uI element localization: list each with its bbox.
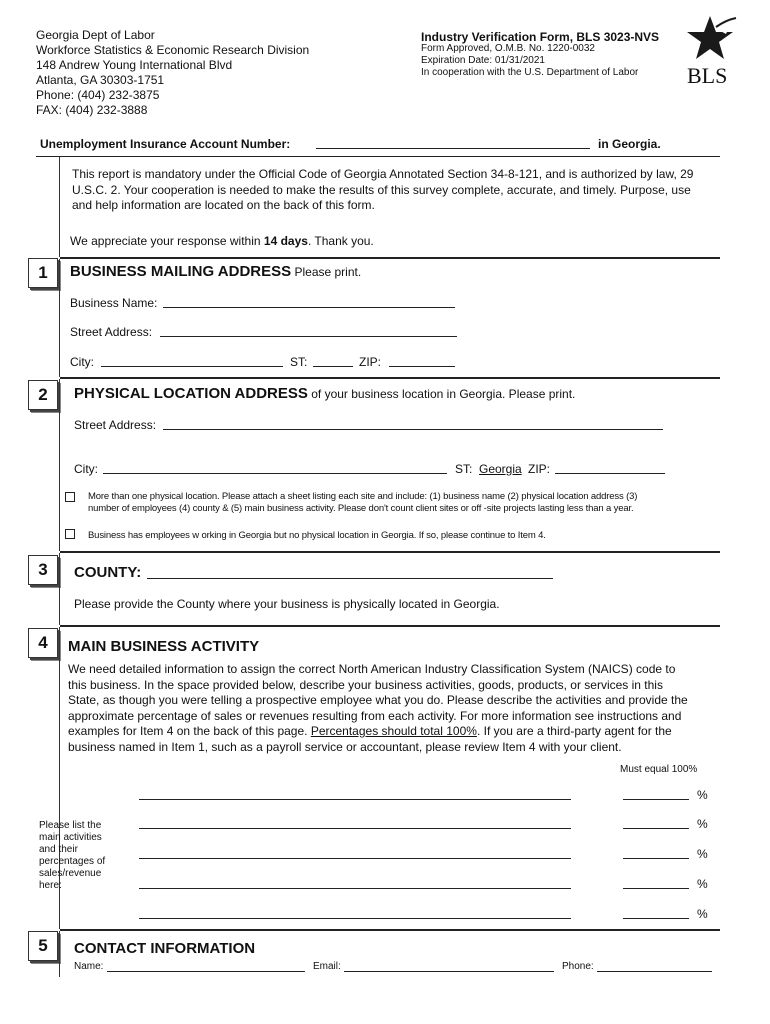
cooperation-note: In cooperation with the U.S. Department of Labor [421, 67, 639, 78]
physical-city-input[interactable] [103, 473, 447, 474]
response-days: 14 days [263, 234, 308, 248]
activity-input-2[interactable] [139, 828, 571, 829]
activity-instructions-2: . If you are a third-party agent for the business named in Item 1, such as a payroll service or accountant, please review Item 4 with your client. [68, 724, 672, 754]
section1-title [70, 263, 361, 281]
activity-input-1[interactable] [139, 799, 571, 800]
activity-side-label: Please list the main activities and their percentages of sales/revenue here: [39, 820, 106, 891]
mandatory-notice: This report is mandatory under the Official Code of Georgia Annotated Section 34-8-121, and is authorized by law, 29 U.S.C. 2. Your cooperation is needed to make the results of this survey complete, accurate, and timely. Purpose, use and help information are located on the back of this form. [72, 167, 694, 212]
percent-input-4[interactable] [623, 888, 689, 889]
section3-divider [60, 551, 720, 553]
section5-divider [60, 929, 720, 931]
activity-input-4[interactable] [139, 888, 571, 889]
address-line-1: 148 Andrew Young International Blvd [36, 58, 233, 72]
business-name-label: Business Name: [70, 296, 158, 310]
no-physical-location-text: Business has employees w orking in Georgia but no physical location in Georgia. If so, please continue to Item 4. [88, 530, 546, 541]
physical-st-value: Georgia [479, 462, 522, 476]
multiple-locations-checkbox[interactable] [65, 492, 75, 502]
mailing-zip-label: ZIP: [359, 355, 382, 369]
mailing-zip-input[interactable] [389, 366, 455, 367]
section2-title-suffix: of your business location in Georgia. Please print. [307, 387, 576, 401]
section2-number: 2 [28, 380, 58, 410]
mailing-street-label: Street Address: [70, 325, 153, 339]
section5-number: 5 [28, 931, 58, 961]
physical-street-label: Street Address: [74, 418, 157, 432]
ui-account-suffix: in Georgia. [598, 137, 661, 151]
mailing-city-input[interactable] [101, 366, 283, 367]
physical-st-label: ST: [455, 462, 473, 476]
contact-name-label: Name: [74, 961, 104, 972]
contact-phone-input[interactable] [597, 971, 712, 972]
section1-side-rule [59, 259, 60, 377]
activity-instructions-1: We need detailed information to assign the correct North American Industry Classification System (NAICS) code to this business. In the space provided below, describe your business activities, goods, products, or services in this State, as though you were telling a prospective employee what you do. Please describe the activities and provide the approximate percentage of sales or revenues resulting from each activity. For more information see instructions and examples for Item 4 on the back of this page. [68, 662, 688, 738]
section2-side-rule [59, 379, 60, 551]
bls-logo [686, 14, 742, 88]
business-activity-instructions [68, 662, 694, 755]
section5-title: CONTACT INFORMATION [74, 940, 256, 957]
section3-side-rule [59, 553, 60, 625]
percent-sign-3: % [697, 847, 708, 861]
physical-zip-label: ZIP: [528, 462, 551, 476]
physical-zip-input[interactable] [555, 473, 665, 474]
activity-input-5[interactable] [139, 918, 571, 919]
percent-sign-2: % [697, 817, 708, 831]
percent-input-3[interactable] [623, 858, 689, 859]
address-line-2: Atlanta, GA 30303-1751 [36, 73, 165, 87]
must-equal-note: Must equal 100% [620, 764, 698, 775]
appreciation-post: . Thank you. [307, 234, 374, 248]
mailing-st-label: ST: [290, 355, 308, 369]
section2-title-text: PHYSICAL LOCATION ADDRESS [74, 385, 308, 402]
form-title: Industry Verification Form, BLS 3023-NVS [421, 30, 660, 44]
business-name-input[interactable] [163, 307, 455, 308]
left-margin-rule [59, 157, 60, 257]
top-divider [36, 156, 720, 157]
mailing-st-input[interactable] [313, 366, 353, 367]
ui-account-label: Unemployment Insurance Account Number: [40, 137, 291, 151]
section1-title-suffix: Please print. [291, 265, 362, 279]
section1-number: 1 [28, 258, 58, 288]
appreciation-note [70, 234, 374, 250]
multiple-locations-text-1: More than one physical location. Please attach a sheet listing each site and include: (1) business name (2) physical location address (3) [88, 491, 638, 502]
mailing-city-label: City: [70, 355, 94, 369]
fax-number: FAX: (404) 232-3888 [36, 103, 148, 117]
county-instruction: Please provide the County where your business is physically located in Georgia. [74, 597, 500, 611]
section2-divider [60, 377, 720, 379]
no-physical-location-checkbox[interactable] [65, 529, 75, 539]
contact-phone-label: Phone: [562, 961, 594, 972]
percent-input-2[interactable] [623, 828, 689, 829]
section2-title [74, 385, 575, 403]
section3-number: 3 [28, 555, 58, 585]
percent-input-5[interactable] [623, 918, 689, 919]
bls-star-icon [686, 14, 742, 64]
county-label: COUNTY: [74, 564, 142, 581]
ui-account-input[interactable] [316, 148, 590, 149]
section5-side-rule [59, 931, 60, 977]
activity-input-3[interactable] [139, 858, 571, 859]
agency-name: Georgia Dept of Labor [36, 28, 155, 42]
percent-sign-1: % [697, 788, 708, 802]
contact-email-label: Email: [313, 961, 341, 972]
percent-input-1[interactable] [623, 799, 689, 800]
mailing-street-input[interactable] [160, 336, 457, 337]
section4-divider [60, 625, 720, 627]
division-name: Workforce Statistics & Economic Research Division [36, 43, 310, 57]
physical-street-input[interactable] [163, 429, 663, 430]
section1-title-text: BUSINESS MAILING ADDRESS [70, 263, 292, 280]
multiple-locations-text-2: number of employees (4) county & (5) main business activity. Please don't count client sites or off -site projects lasting less than a year. [88, 503, 634, 514]
percentages-total-note: Percentages should total 100% [310, 724, 477, 738]
contact-email-input[interactable] [344, 971, 554, 972]
section4-number: 4 [28, 628, 58, 658]
percent-sign-4: % [697, 877, 708, 891]
section4-title: MAIN BUSINESS ACTIVITY [68, 638, 260, 655]
county-input[interactable] [147, 578, 553, 579]
physical-city-label: City: [74, 462, 98, 476]
phone-number: Phone: (404) 232-3875 [36, 88, 160, 102]
section1-divider [60, 257, 720, 259]
contact-name-input[interactable] [107, 971, 305, 972]
bls-logo-text: BLS [687, 63, 728, 88]
omb-number: Form Approved, O.M.B. No. 1220-0032 [421, 43, 595, 54]
appreciation-pre: We appreciate your response within [70, 234, 261, 248]
expiration-date: Expiration Date: 01/31/2021 [421, 55, 545, 66]
percent-sign-5: % [697, 907, 708, 921]
